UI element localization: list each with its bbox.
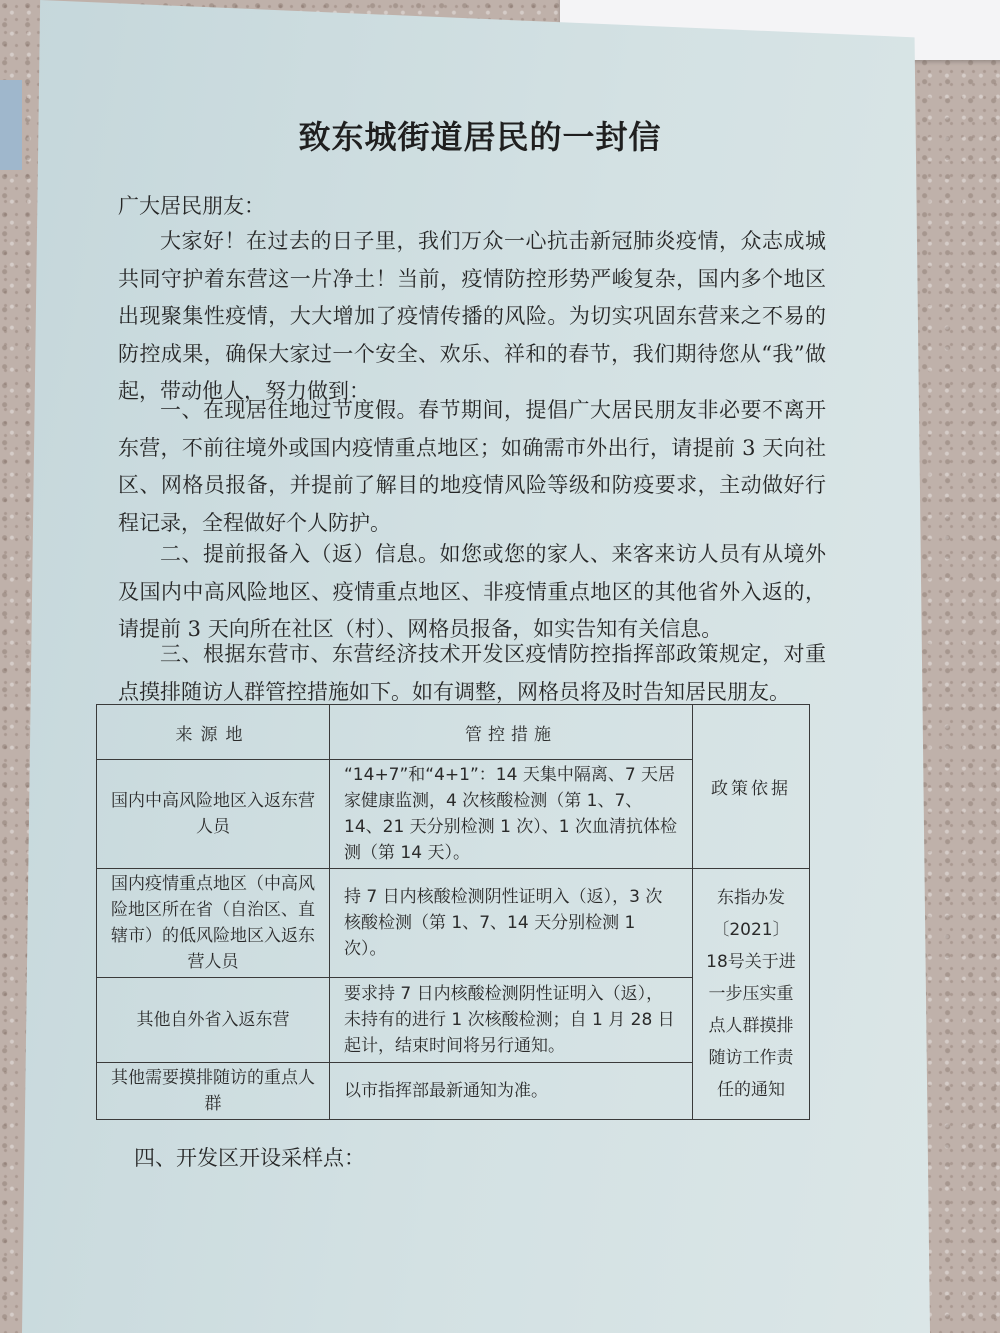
row-source: 其他自外省入返东营: [97, 978, 330, 1063]
salutation: 广大居民朋友：: [118, 194, 265, 218]
row-measures: 要求持 7 日内核酸检测阴性证明入（返），未持有的进行 1 次核酸检测；自 1 月 28 日起计，结束时间将另行通知。: [330, 978, 693, 1063]
paragraph-1: 一、在现居住地过节度假。春节期间，提倡广大居民朋友非必要不离开东营，不前往境外或国内疫情重点地区；如确需市外出行，请提前 3 天向社区、网格员报备，并提前了解目的地疫情风险等级和防疫要求，主动做好行程记录，全程做好个人防护。: [118, 398, 826, 535]
header-measures: 管控措施: [330, 705, 693, 760]
paragraph-intro: 大家好！在过去的日子里，我们万众一心抗击新冠肺炎疫情，众志成城共同守护着东营这一片净土！当前，疫情防控形势严峻复杂，国内多个地区出现聚集性疫情，大大增加了疫情传播的风险。为切实巩固东营来之不易的防控成果，确保大家过一个安全、欢乐、祥和的春节，我们期待您从“我”做起，带动他人，努力做到：: [118, 229, 826, 403]
row-measures: 持 7 日内核酸检测阴性证明入（返），3 次核酸检测（第 1、7、14 天分别检测 1 次）。: [330, 869, 693, 978]
section-4-heading: 四、开发区开设采样点：: [134, 1146, 365, 1170]
paragraph-2: 二、提前报备入（返）信息。如您或您的家人、来客来访人员有从境外及国内中高风险地区、疫情重点地区、非疫情重点地区的其他省外入返的，请提前 3 天向所在社区（村）、网格员报备，如实告知有关信息。: [118, 542, 826, 641]
control-measures-table: [96, 704, 810, 1120]
header-source: 来源地: [97, 705, 330, 760]
row-source: 其他需要摸排随访的重点人群: [97, 1063, 330, 1120]
row-source: 国内中高风险地区入返东营人员: [97, 760, 330, 869]
paragraph-3: 三、根据东营市、东营经济技术开发区疫情防控指挥部政策规定，对重点摸排随访人群管控措施如下。如有调整，网格员将及时告知居民朋友。: [118, 642, 826, 704]
letter-title: 致东城街道居民的一封信: [298, 118, 662, 156]
row-measures: 以市指挥部最新通知为准。: [330, 1063, 693, 1120]
header-policy: 政策依据: [693, 705, 810, 869]
table-row: [97, 869, 810, 978]
policy-basis: 东指办发〔2021〕18号关于进一步压实重点人群摸排随访工作责任的通知: [693, 869, 810, 1120]
row-measures: “14+7”和“4+1”：14 天集中隔离、7 天居家健康监测，4 次核酸检测（第 1、7、14、21 天分别检测 1 次）、1 次血清抗体检测（第 14 天）。: [330, 760, 693, 869]
row-source: 国内疫情重点地区（中高风险地区所在省（自治区、直辖市）的低风险地区入返东营人员: [97, 869, 330, 978]
table-header-row: [97, 705, 810, 760]
